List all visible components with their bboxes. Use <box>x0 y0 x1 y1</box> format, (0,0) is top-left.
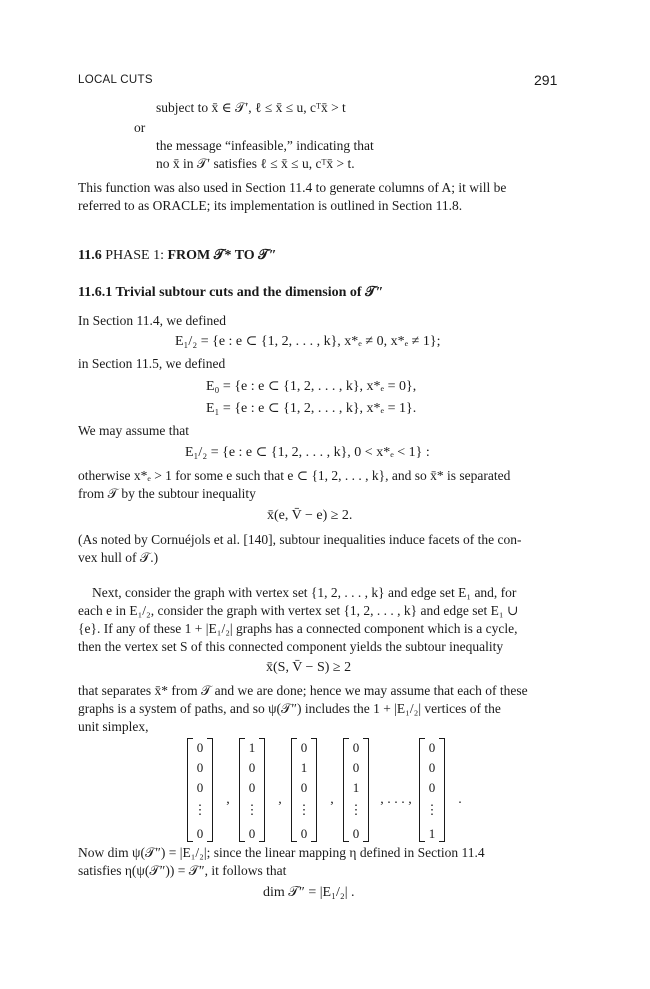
vector-entry: 0 <box>352 740 360 755</box>
column-vector <box>343 738 369 842</box>
text-noted-2: vex hull of 𝒯.) <box>78 550 159 565</box>
text-in-115: in Section 11.5, we defined <box>78 356 226 371</box>
text-next-4: then the vertex set S of this connected component yields the subtour inequality <box>78 639 504 654</box>
text-noted-1: (As noted by Cornuéjols et al. [140], subtour inequalities induce facets of the con- <box>78 532 522 547</box>
subsection-heading <box>78 285 384 301</box>
column-vector <box>239 738 265 842</box>
vector-entry: 0 <box>300 780 308 795</box>
equation-e-half: E₁/₂ = {e : e ⊂ {1, 2, . . . , k}, x*ₑ ≠ 0, x*ₑ ≠ 1}; <box>175 334 441 349</box>
vector-entry: 0 <box>196 826 204 841</box>
text-separates-2: graphs is a system of paths, and so ψ(𝒯″) includes the 1 + |E₁/₂| vertices of the <box>78 701 501 716</box>
section-title-bold: FROM 𝒯* TO 𝒯″ <box>167 248 277 263</box>
vector-entry: 1 <box>300 760 308 775</box>
unit-simplex-vectors <box>187 738 471 842</box>
column-vector <box>187 738 213 842</box>
section-title-plain: PHASE 1: <box>105 248 168 263</box>
text-next-3: {e}. If any of these 1 + |E₁/₂| graphs has a connected component which is a cycle, <box>78 621 518 636</box>
equation-e0: E₀ = {e : e ⊂ {1, 2, . . . , k}, x*ₑ = 0}, <box>206 379 417 394</box>
vector-entry: 0 <box>196 760 204 775</box>
vector-entry: 0 <box>428 740 436 755</box>
column-vector <box>291 738 317 842</box>
text-otherwise-2: from 𝒯 by the subtour inequality <box>78 486 256 501</box>
text-now-2: satisfies η(ψ(𝒯″)) = 𝒯″, it follows that <box>78 863 287 878</box>
oracle-line-1: subject to x̄ ∈ 𝒯′, ℓ ≤ x̄ ≤ u, cᵀx̄ > t <box>156 100 346 115</box>
equation-subtour-s: x̄(S, V̄ − S) ≥ 2 <box>266 660 352 675</box>
text-separates-3: unit simplex, <box>78 719 149 734</box>
vector-entry: 0 <box>196 740 204 755</box>
vector-entry: 0 <box>352 826 360 841</box>
vector-entry: ⋮ <box>425 802 439 817</box>
page-number: 291 <box>534 72 558 88</box>
vector-entry: 1 <box>428 826 436 841</box>
text-next-2: each e in E₁/₂, consider the graph with vertex set {1, 2, . . . , k} and edge set E₁ ∪ <box>78 603 519 618</box>
vector-entry: 0 <box>428 780 436 795</box>
vector-separator: , <box>330 792 334 807</box>
oracle-line-2: the message “infeasible,” indicating that <box>156 138 374 153</box>
vector-entry: 0 <box>248 760 256 775</box>
para1-line-2: referred to as ORACLE; its implementation is outlined in Section 11.8. <box>78 198 463 213</box>
text-otherwise-1: otherwise x*ₑ > 1 for some e such that e ⊂ {1, 2, . . . , k}, and so x̄* is separated <box>78 468 511 483</box>
equation-e1: E₁ = {e : e ⊂ {1, 2, . . . , k}, x*ₑ = 1}. <box>206 401 417 416</box>
vector-entry: ⋮ <box>245 802 259 817</box>
subsection-number: 11.6.1 <box>78 285 113 300</box>
oracle-line-3: no x̄ in 𝒯′ satisfies ℓ ≤ x̄ ≤ u, cᵀx̄ > t. <box>156 156 355 171</box>
oracle-or: or <box>134 120 146 135</box>
running-title: LOCAL CUTS <box>78 74 153 86</box>
vector-entry: 1 <box>248 740 256 755</box>
para1-line-1: This function was also used in Section 11.4 to generate columns of A; it will be <box>78 180 507 195</box>
vector-entry: 0 <box>352 760 360 775</box>
vector-separator: , <box>226 792 230 807</box>
vector-entry: ⋮ <box>193 802 207 817</box>
section-number: 11.6 <box>78 248 102 263</box>
text-assume: We may assume that <box>78 423 190 438</box>
section-heading <box>78 248 277 264</box>
equation-e-half-strict: E₁/₂ = {e : e ⊂ {1, 2, . . . , k}, 0 < x*ₑ < 1} : <box>185 445 430 460</box>
vector-separator: . <box>458 792 462 807</box>
vector-entry: 0 <box>196 780 204 795</box>
vector-entry: ⋮ <box>349 802 363 817</box>
vector-separator: , . . . , <box>380 792 412 807</box>
text-now-1: Now dim ψ(𝒯″) = |E₁/₂|; since the linear mapping η defined in Section 11.4 <box>78 845 485 860</box>
vector-entry: 0 <box>248 780 256 795</box>
vector-entry: 0 <box>428 760 436 775</box>
text-in-114: In Section 11.4, we defined <box>78 313 226 328</box>
vector-entry: 0 <box>300 826 308 841</box>
subsection-title: Trivial subtour cuts and the dimension of 𝒯″ <box>115 285 384 300</box>
vector-entry: 0 <box>300 740 308 755</box>
vector-entry: 0 <box>248 826 256 841</box>
text-next-1: Next, consider the graph with vertex set {1, 2, . . . , k} and edge set E₁ and, for <box>92 585 517 600</box>
vector-separator: , <box>278 792 282 807</box>
vector-entry: ⋮ <box>297 802 311 817</box>
vector-entry: 1 <box>352 780 360 795</box>
equation-subtour-e: x̄(e, V̄ − e) ≥ 2. <box>267 508 353 523</box>
equation-dim: dim 𝒯″ = |E₁/₂| . <box>263 885 355 900</box>
column-vector <box>419 738 445 842</box>
text-separates-1: that separates x̄* from 𝒯 and we are done; hence we may assume that each of these <box>78 683 528 698</box>
